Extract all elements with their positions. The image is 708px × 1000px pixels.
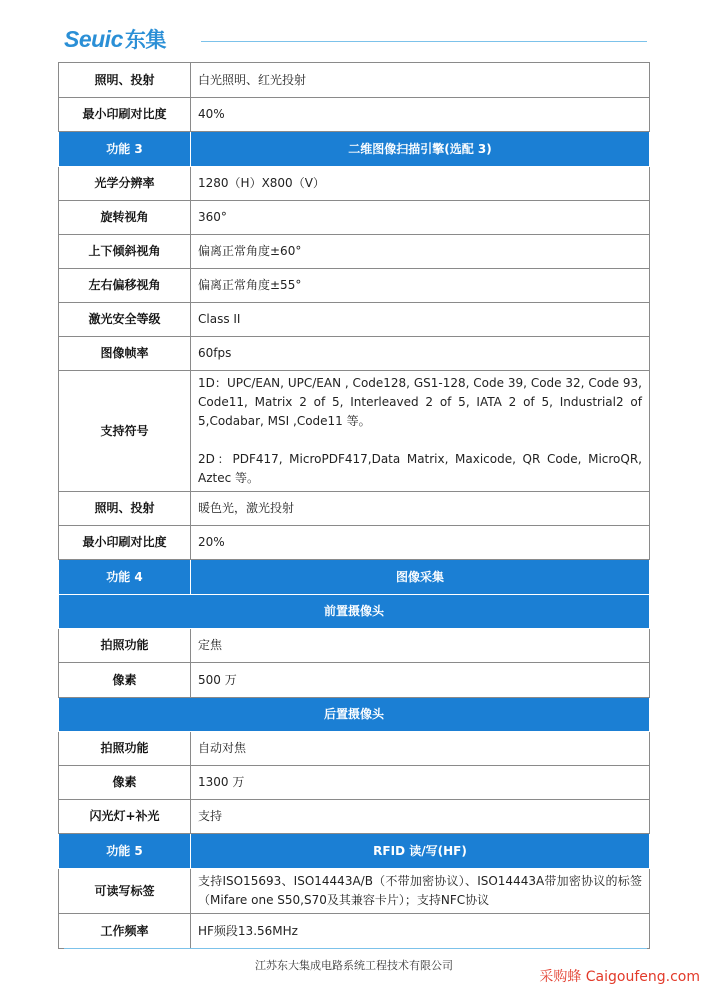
row-value: 偏离正常角度±60° [191,235,650,269]
row-value: 500 万 [191,663,650,698]
table-row [59,303,650,337]
row-label: 激光安全等级 [59,303,191,337]
section-header-row [59,834,650,869]
table-row [59,732,650,766]
section-label: 功能 3 [59,132,191,167]
table-row [59,914,650,949]
row-label: 像素 [59,663,191,698]
section-label: 功能 5 [59,834,191,869]
table-row [59,526,650,560]
row-value: 60fps [191,337,650,371]
table-row [59,629,650,663]
row-value: 40% [191,98,650,132]
logo-en: Seuic [64,26,123,52]
row-value: 20% [191,526,650,560]
row-label: 图像帧率 [59,337,191,371]
table-row [59,269,650,303]
seuic-logo [64,24,166,54]
row-label: 拍照功能 [59,732,191,766]
row-label: 旋转视角 [59,201,191,235]
row-label: 照明、投射 [59,492,191,526]
section-title: 二维图像扫描引擎(选配 3) [191,132,650,167]
table-row [59,201,650,235]
row-value: HF频段13.56MHz [191,914,650,949]
row-label: 可读写标签 [59,869,191,914]
symbols-gap [198,431,642,450]
row-value: 偏离正常角度±55° [191,269,650,303]
table-row [59,869,650,914]
row-value: 支持 [191,800,650,834]
section-header-row [59,560,650,595]
section-title: 图像采集 [191,560,650,595]
footer-company: 江苏东大集成电路系统工程技术有限公司 [255,959,453,972]
table-row [59,63,650,98]
row-label: 像素 [59,766,191,800]
row-value: 白光照明、红光投射 [191,63,650,98]
subsection-header-row [59,595,650,629]
table-row [59,663,650,698]
symbols-cell [191,371,650,492]
subsection-title: 前置摄像头 [59,595,650,629]
table-row [59,98,650,132]
row-label: 拍照功能 [59,629,191,663]
table-row [59,800,650,834]
row-value: 360° [191,201,650,235]
logo-cn: 东集 [124,29,166,52]
table-row [59,235,650,269]
row-value: 1280（H）X800（V） [191,167,650,201]
row-value: Class II [191,303,650,337]
table-row [59,371,650,492]
row-value: 支持ISO15693、ISO14443A/B（不带加密协议）、ISO14443A带加密协议的标签（Mifare one S50,S70及其兼容卡片）；支持NFC协议 [191,869,650,914]
section-header-row [59,132,650,167]
row-label: 左右偏移视角 [59,269,191,303]
table-row [59,492,650,526]
table-row [59,167,650,201]
row-value: 自动对焦 [191,732,650,766]
section-title: RFID 读/写(HF) [191,834,650,869]
spec-table [58,62,650,949]
row-value: 1300 万 [191,766,650,800]
row-label: 工作频率 [59,914,191,949]
table-row [59,337,650,371]
row-value: 定焦 [191,629,650,663]
footer-rule [64,948,647,949]
row-value: 暖色光，激光投射 [191,492,650,526]
row-label: 最小印刷对比度 [59,526,191,560]
symbols-1d: 1D：UPC/EAN, UPC/EAN , Code128, GS1-128, Code 39, Code 32, Code 93, Code11, Matrix 2 of 5, Interleaved 2 of 5, IATA 2 of 5, Industrial2 of 5,Codabar, MSI ,Code11 等。 [198,376,642,428]
page-header [0,0,708,62]
row-label: 支持符号 [59,371,191,492]
table-row [59,766,650,800]
row-label: 闪光灯+补光 [59,800,191,834]
header-rule [201,41,647,42]
symbols-2d: 2D：PDF417, MicroPDF417,Data Matrix, Maxicode, QR Code, MicroQR, Aztec 等。 [198,452,642,485]
row-label: 最小印刷对比度 [59,98,191,132]
section-label: 功能 4 [59,560,191,595]
subsection-title: 后置摄像头 [59,698,650,732]
subsection-header-row [59,698,650,732]
row-label: 上下倾斜视角 [59,235,191,269]
row-label: 照明、投射 [59,63,191,98]
watermark: 采购蜂 Caigoufeng.com [539,969,700,985]
row-label: 光学分辨率 [59,167,191,201]
